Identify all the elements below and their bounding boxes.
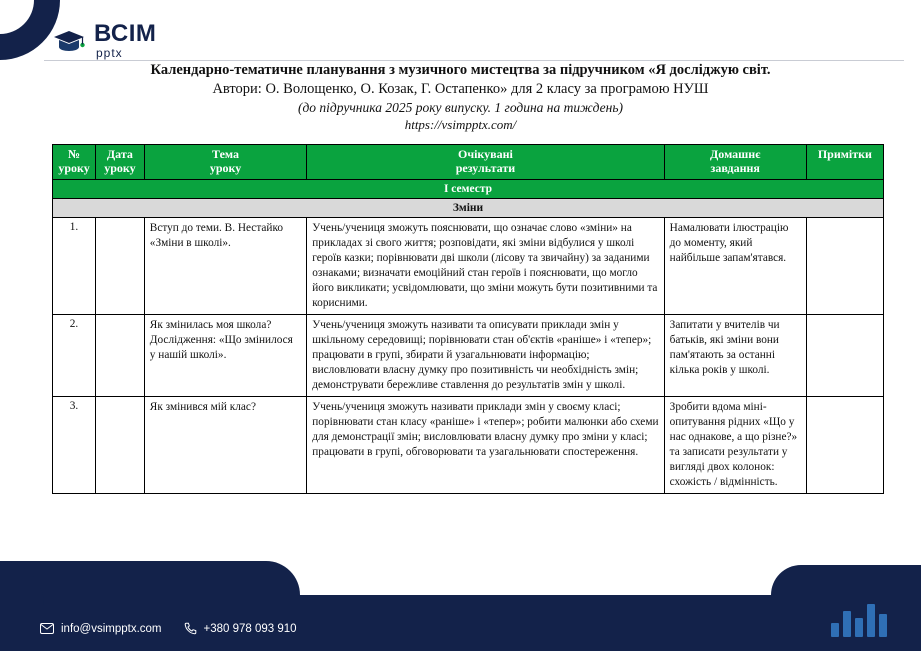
cell-lesson-number: 3. bbox=[53, 396, 96, 493]
brand-logo bbox=[52, 22, 156, 59]
contact-phone[interactable] bbox=[184, 622, 297, 635]
cell-lesson-topic: Вступ до теми. В. Нестайко «Зміни в школі». bbox=[144, 217, 306, 314]
cell-lesson-number: 1. bbox=[53, 217, 96, 314]
cell-lesson-number: 2. bbox=[53, 314, 96, 396]
cell-expected-results: Учень/учениця зможуть називати та описувати приклади змін у шкільному середовищі; порівнювати стан об'єктів «раніше» і «тепер»; працювати в групі, збирати й узагальнювати інформацію; висловлювати власну думку про позитивність чи необхідність змін; демонструвати бережливе ставлення до результатів змін у школі. bbox=[307, 314, 664, 396]
cell-lesson-date bbox=[96, 396, 145, 493]
footer-curve-left bbox=[0, 561, 300, 595]
col-header-notes: Примітки bbox=[806, 145, 883, 180]
cell-notes bbox=[806, 217, 883, 314]
cell-notes bbox=[806, 396, 883, 493]
table-header bbox=[53, 145, 884, 180]
edition-note: (до підручника 2025 року випуску. 1 година на тиждень) bbox=[297, 100, 623, 115]
table-body bbox=[53, 179, 884, 493]
cell-homework: Запитати у вчителів чи батьків, які зміни вони пам'ятають за останні кілька років у школі. bbox=[664, 314, 806, 396]
cell-notes bbox=[806, 314, 883, 396]
cell-expected-results: Учень/учениця зможуть пояснювати, що означає слово «зміни» на прикладах зі свого життя; розповідати, які зміни відбулися у школі героїв казки; порівнювати дві школи (лісову та звичайну) за заданими ознаками; визначати емоційний стан героїв і пояснювати, що могло його викликати; усвідомлювати, що зміни можуть бути позитивними та корисними. bbox=[307, 217, 664, 314]
col-header-lesson-number: № уроку bbox=[53, 145, 96, 180]
logo-sub-text: pptx bbox=[96, 46, 123, 60]
cell-lesson-topic: Як змінився мій клас? bbox=[144, 396, 306, 493]
email-text: info@vsimpptx.com bbox=[61, 622, 162, 635]
header-divider bbox=[44, 60, 904, 61]
decorative-corner-top-left bbox=[0, 0, 60, 60]
document-title-block bbox=[0, 62, 921, 133]
col-header-lesson-topic: Тема уроку bbox=[144, 145, 306, 180]
col-header-homework: Домашнє завдання bbox=[664, 145, 806, 180]
contact-email[interactable] bbox=[40, 623, 162, 635]
cell-lesson-date bbox=[96, 217, 145, 314]
table-row bbox=[53, 217, 884, 314]
phone-text: +380 978 093 910 bbox=[203, 622, 297, 635]
phone-icon bbox=[184, 622, 197, 635]
section-band-label: Зміни bbox=[53, 198, 884, 217]
page-title: Календарно-тематичне планування з музичного мистецтва за підручником «Я досліджую світ. bbox=[150, 62, 771, 78]
calendar-plan-table bbox=[52, 144, 884, 494]
table-row bbox=[53, 396, 884, 493]
authors-line: Автори: О. Волощенко, О. Козак, Г. Остапенко» для 2 класу за програмою НУШ bbox=[212, 81, 709, 97]
footer-curve-right bbox=[771, 565, 921, 595]
col-header-expected-results: Очікувані результати bbox=[307, 145, 664, 180]
footer-contacts bbox=[40, 622, 297, 635]
col-header-lesson-date: Дата уроку bbox=[96, 145, 145, 180]
source-url: https://vsimpptx.com/ bbox=[404, 117, 517, 132]
cell-lesson-topic: Як змінилась моя школа? Дослідження: «Що змінилося у нашій школі». bbox=[144, 314, 306, 396]
section-band-row bbox=[53, 198, 884, 217]
equalizer-icon bbox=[831, 601, 887, 637]
semester-band-label: І семестр bbox=[53, 179, 884, 198]
graduation-cap-icon bbox=[52, 28, 86, 54]
semester-band-row bbox=[53, 179, 884, 198]
cell-homework: Намалювати ілюстрацію до моменту, який найбільше запам'ятався. bbox=[664, 217, 806, 314]
logo-main-text: ВСІМ bbox=[94, 20, 157, 47]
decorative-corner-inner bbox=[0, 0, 34, 34]
table-row bbox=[53, 314, 884, 396]
cell-lesson-date bbox=[96, 314, 145, 396]
envelope-icon bbox=[40, 623, 54, 634]
cell-homework: Зробити вдома міні-опитування рідних «Що у нас однакове, а що різне?» та записати результати у вигляді двох колонок: схожість / відмінність. bbox=[664, 396, 806, 493]
cell-expected-results: Учень/учениця зможуть називати приклади змін у своєму класі; порівнювати стан класу «раніше» і «тепер»; робити малюнки або схеми для демонстрації змін; висловлювати власну думку про зміни у класі; працювати в групі, обговорювати та узагальнювати спостереження. bbox=[307, 396, 664, 493]
